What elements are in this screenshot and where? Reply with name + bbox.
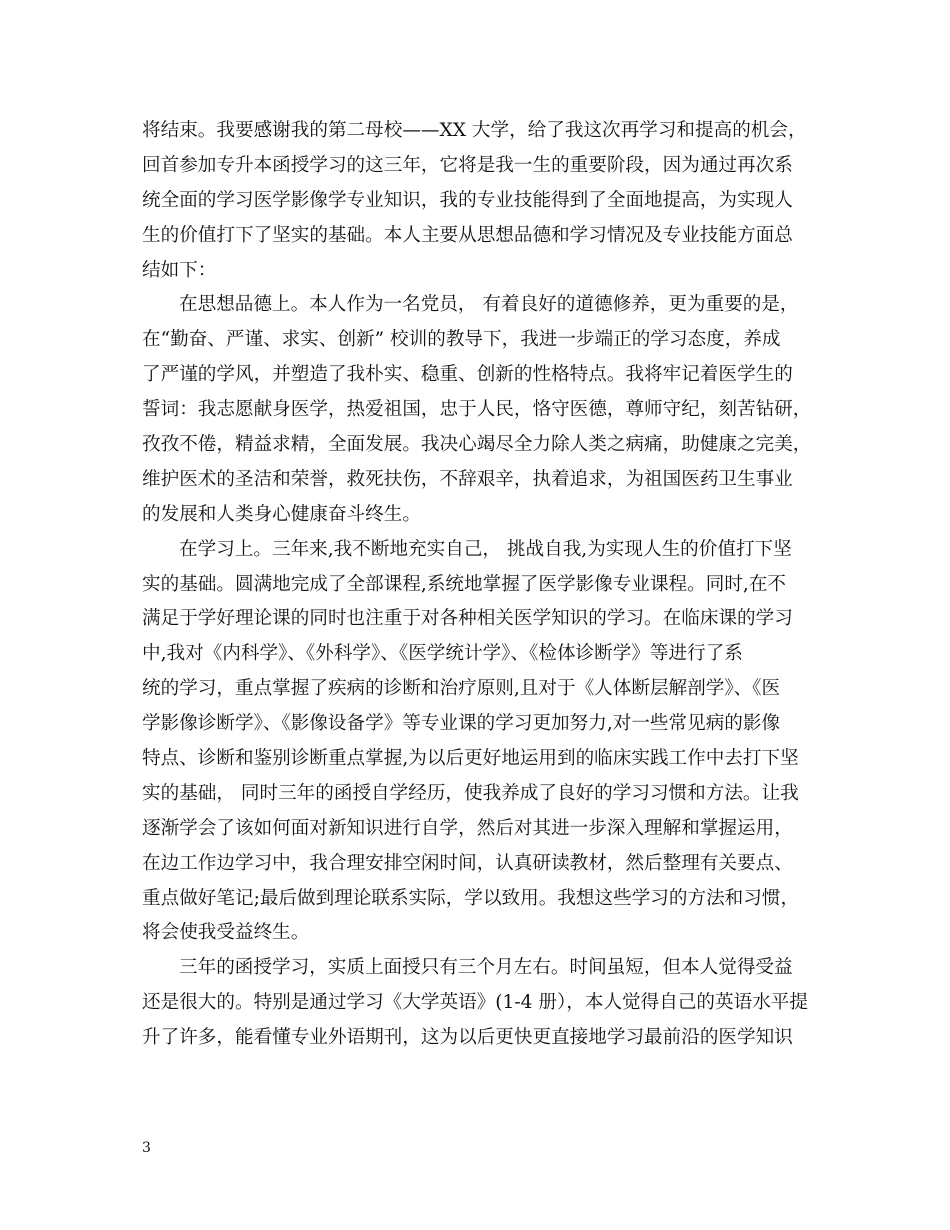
text-line: 回首参加专升本函授学习的这三年，它将是我一生的重要阶段，因为通过再次系 xyxy=(142,154,793,176)
text-line: 满足于学好理论课的同时也注重于对各种相关医学知识的学习。在临床课的学习 xyxy=(142,608,793,630)
text-line: 还是很大的。特别是通过学习《大学英语》(1-4 册），本人觉得自己的英语水平提 xyxy=(142,992,808,1014)
text-line: 誓词：我志愿献身医学，热爱祖国，忠于人民，恪守医德，尊师守纪，刻苦钻研， xyxy=(142,399,812,421)
text-line: 了严谨的学风，并塑造了我朴实、稳重、创新的性格特点。我将牢记着医学生的 xyxy=(142,364,793,386)
text-line: 在边工作边学习中，我合理安排空闲时间，认真研读教材，然后整理有关要点、 xyxy=(142,852,793,874)
document-body xyxy=(142,114,827,1056)
text-line: 结如下： xyxy=(142,259,217,281)
text-line: 中,我对《内科学》、《外科学》、《医学统计学》、《检体诊断学》等进行了系 xyxy=(142,643,743,665)
text-line: 实的基础。圆满地完成了全部课程,系统地掌握了医学影像专业课程。同时,在不 xyxy=(142,573,787,595)
text-line: 生的价值打下了坚实的基础。本人主要从思想品德和学习情况及专业技能方面总 xyxy=(142,224,793,246)
paragraph-start-line: 在思想品德上。本人作为一名党员， 有着良好的道德修养，更为重要的是， xyxy=(179,294,799,316)
text-line: 升了许多，能看懂专业外语期刊，这为以后更快更直接地学习最前沿的医学知识 xyxy=(142,1027,793,1049)
paragraph-start-line: 在学习上。三年来,我不断地充实自己， 挑战自我,为实现人生的价值打下坚 xyxy=(179,538,792,560)
text-line: 的发展和人类身心健康奋斗终生。 xyxy=(142,503,421,525)
text-line: 将会使我受益终生。 xyxy=(142,922,310,944)
text-line: 统全面的学习医学影像学专业知识，我的专业技能得到了全面地提高，为实现人 xyxy=(142,189,793,211)
text-line: 逐渐学会了该如何面对新知识进行自学，然后对其进一步深入理解和掌握运用， xyxy=(142,817,793,839)
text-line: 实的基础， 同时三年的函授自学经历，使我养成了良好的学习习惯和方法。让我 xyxy=(142,782,799,804)
text-line: 特点、诊断和鉴别诊断重点掌握,为以后更好地运用到的临床实践工作中去打下坚 xyxy=(142,748,799,770)
text-line: 在“勤奋、严谨、求实、创新” 校训的教导下，我进一步端正的学习态度，养成 xyxy=(142,329,781,351)
text-line: 统的学习，重点掌握了疾病的诊断和治疗原则,且对于《人体断层解剖学》、《医 xyxy=(142,678,781,700)
text-line: 孜孜不倦，精益求精，全面发展。我决心竭尽全力除人类之病痛，助健康之完美， xyxy=(142,434,812,456)
page-number: 3 xyxy=(142,1140,151,1156)
text-line: 维护医术的圣洁和荣誉，救死扶伤，不辞艰辛，执着追求，为祖国医药卫生事业 xyxy=(142,468,793,490)
text-line: 将结束。我要感谢我的第二母校——XX 大学，给了我这次再学习和提高的机会， xyxy=(142,120,807,141)
text-line: 学影像诊断学》、《影像设备学》等专业课的学习更加努力,对一些常见病的影像 xyxy=(142,713,781,735)
paragraph-start-line: 三年的函授学习，实质上面授只有三个月左右。时间虽短，但本人觉得受益 xyxy=(179,957,793,979)
text-line: 重点做好笔记;最后做到理论联系实际，学以致用。我想这些学习的方法和习惯， xyxy=(142,887,800,909)
